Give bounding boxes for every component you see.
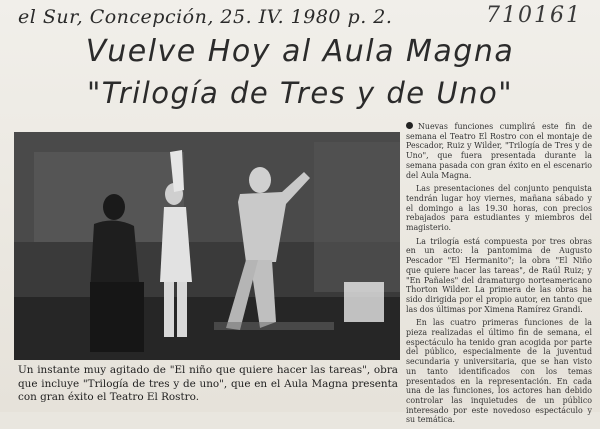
stage-photo-illustration (14, 132, 400, 360)
handwritten-source-note: el Sur, Concepción, 25. IV. 1980 p. 2. (18, 6, 393, 28)
stage-photo (14, 132, 400, 360)
article-paragraph-text: Nuevas funciones cumplirá este fin de semana el Teatro El Rostro con el montaje de Pescador, Ruiz y Wilder, "Trilogía de Tres y de Uno", que fuera presentada durante la semana pasada con gran éxito en el escenario del Aula Magna. (406, 122, 592, 180)
bullet-icon (406, 122, 413, 129)
article-paragraph: Las presentaciones del conjunto penquista tendrán lugar hoy viernes, mañana sábado y el domingo a las 19.30 horas, con precios rebajados para estudiantes y miembros del magisterio. (406, 184, 592, 233)
archive-number: 710161 (486, 3, 582, 28)
article-paragraph: En las cuatro primeras funciones de la pieza realizadas el último fin de semana, el espectáculo ha tenido gran acogida por parte del público, especialmente de la juventud secundaria y universitaria, que se han visto un tanto identificados con los temas presentados en la representación. En cada una de las funciones, los actores han debido controlar las inquietudes de un público interesado por este novedoso espectáculo y su temática. (406, 318, 592, 425)
headline-line-2: "Trilogía de Tres y de Uno" (86, 76, 514, 110)
article-paragraph (406, 122, 592, 180)
article-paragraph: La trilogía está compuesta por tres obras en un acto: la pantomima de Augusto Pescador "El Hermanito"; la obra "El Niño que quiere hacer las tareas", de Raúl Ruiz; y "En Pañales" del dramaturgo norteamericano Thorton Wilder. La primera de las obras ha sido dirigida por el propio autor, en tanto que las dos últimas por Ximena Ramírez Grandi. (406, 236, 592, 314)
headline-line-1: Vuelve Hoy al Aula Magna (85, 34, 515, 69)
article-body (406, 122, 592, 429)
photo-caption: Un instante muy agitado de "El niño que quiere hacer las tareas", obra que incluye "Trilogía de tres y de uno", que en el Aula Magna presenta con gran éxito el Teatro El Rostro. (18, 364, 398, 404)
